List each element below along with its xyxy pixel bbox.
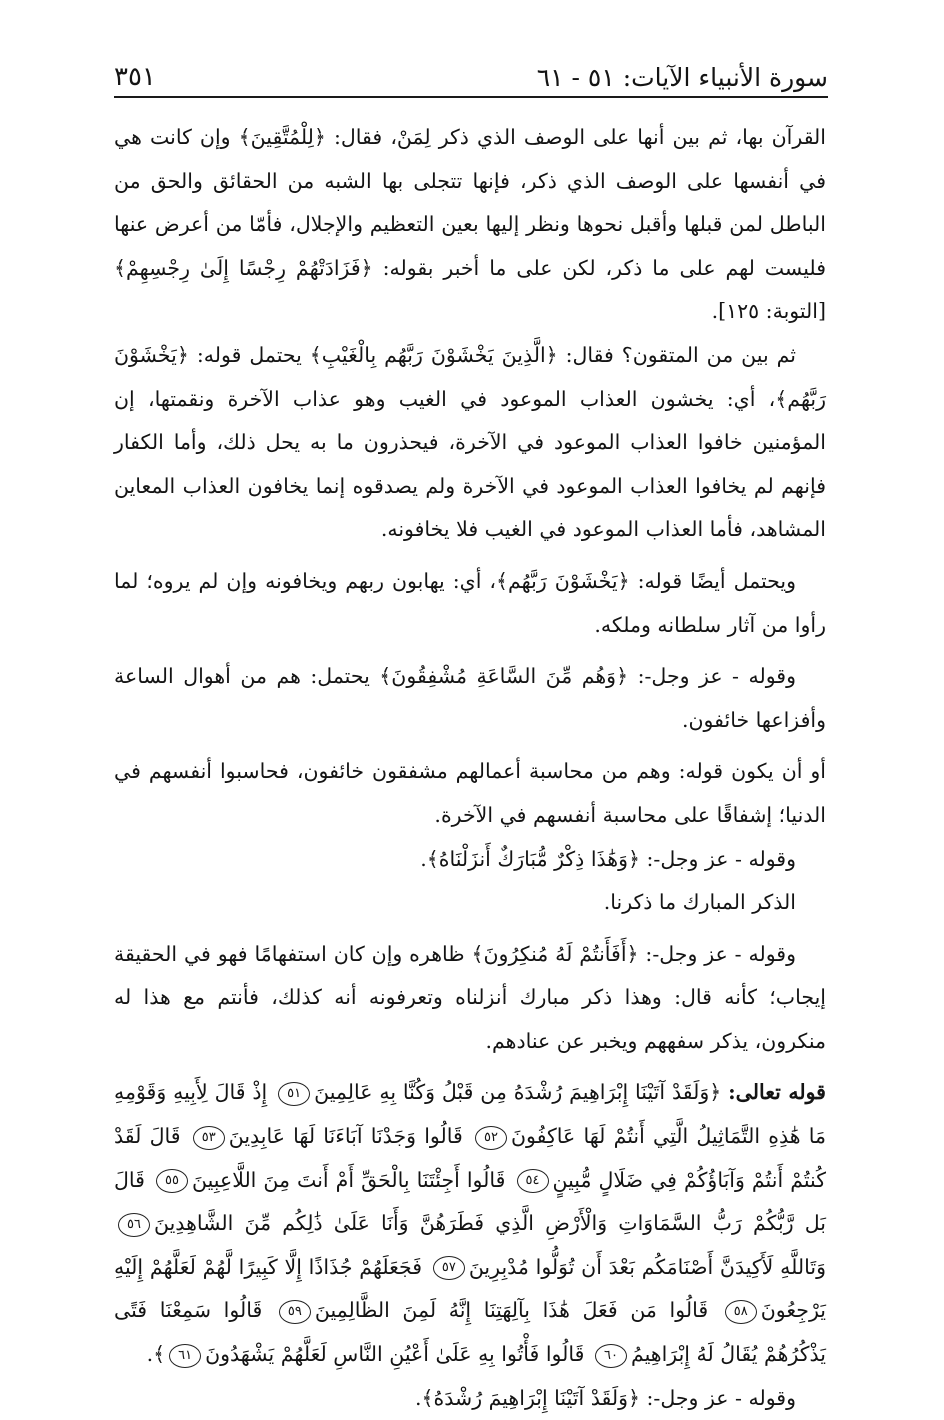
paragraph: ويحتمل أيضًا قوله: ﴿يَخْشَوْنَ رَبَّهُم﴾، أي: يهابون ربهم ويخافونه وإن لم يروه؛ لما رأوا من آثار سلطانه وملكه.	[114, 568, 826, 637]
paragraph: ثم بين من المتقون؟ فقال: ﴿الَّذِينَ يَخْشَوْنَ رَبَّهُم بِالْغَيْبِ﴾ يحتمل قوله: ﴿يَخْشَوْنَ رَبَّهُم﴾، أي: يخشون العذاب الموعود في الغيب وهو عذاب الآخرة ونقمتها، إن المؤمنين خافوا العذاب الموعود في الآخرة، فيحذرون ما به يحل ذلك، وأما الكفار فإنهم لم يخافوا العذاب الموعود في الآخرة ولم يصدقوه إنما يخافون العذاب المعاين المشاهد، فأما العذاب الموعود في الغيب فلا يخافونه.	[114, 342, 826, 542]
quran-verses-block	[114, 1071, 826, 1376]
verses-lead: قوله تعالى:	[728, 1080, 826, 1105]
paragraph: وقوله - عز وجل-: ﴿أَفَأَنتُمْ لَهُ مُنكِرُونَ﴾ ظاهره وإن كان استفهامًا فهو في الحقيقة إيجاب؛ كأنه قال: وهذا ذكر مبارك أنزلناه وتعرفونه أنه كذلك، فأنتم مع هذا له منكرون، يذكر سفههم ويخبر عن عنادهم.	[114, 941, 826, 1053]
page-number: ٣٥١	[114, 62, 156, 92]
verse-number-marker: ٦١	[169, 1344, 201, 1368]
verse-number-marker: ٦٠	[595, 1344, 627, 1368]
paragraph: القرآن بها، ثم بين أنها على الوصف الذي ذكر لِمَنْ، فقال: ﴿لِلْمُتَّقِينَ﴾ وإن كانت هي في أنفسها على الوصف الذي ذكر، فإنها تتجلى بها الشبه من الحقائق والحق من الباطل لمن قبلها وأقبل نحوها ونظر إليها بعين التعظيم والإجلال، فأمّا من أعرض عنها فليست لهم على ما ذكر، لكن على ما أخبر بقوله: ﴿فَزَادَتْهُمْ رِجْسًا إِلَىٰ رِجْسِهِمْ﴾ [التوبة: ١٢٥].	[114, 125, 826, 324]
paragraph: وقوله - عز وجل-: ﴿وَهُم مِّنَ السَّاعَةِ مُشْفِقُونَ﴾ يحتمل: هم من أهوال الساعة وأفزاعها خائفون.	[114, 664, 826, 732]
verse-number-marker: ٥٦	[118, 1213, 150, 1237]
page-header	[114, 58, 828, 98]
verse-text: وَتَاللَّهِ لَأَكِيدَنَّ أَصْنَامَكُم بَعْدَ أَن تُوَلُّوا مُدْبِرِينَ	[468, 1254, 826, 1279]
verse-text: قَالَ لَقَدْ كُنتُمْ أَنتُمْ وَآبَاؤُكُمْ فِي ضَلَالٍ مُّبِينٍ	[114, 1124, 826, 1192]
verse-text: قَالُوا فَأْتُوا بِهِ عَلَىٰ أَعْيُنِ النَّاسِ لَعَلَّهُمْ يَشْهَدُونَ	[205, 1342, 585, 1367]
verse-text: ﴿وَلَقَدْ آتَيْنَا إِبْرَاهِيمَ رُشْدَهُ مِن قَبْلُ وَكُنَّا بِهِ عَالِمِينَ	[314, 1080, 722, 1105]
verse-number-marker: ٥٢	[475, 1126, 507, 1150]
verse-text: إِذْ قَالَ لِأَبِيهِ وَقَوْمِهِ مَا هَٰذِهِ التَّمَاثِيلُ الَّتِي أَنتُمْ لَهَا عَاكِفُونَ	[114, 1080, 826, 1149]
verse-number-marker: ٥٨	[725, 1300, 757, 1324]
verse-number-marker: ٥١	[278, 1082, 310, 1106]
verse-text: قَالُوا أَجِئْتَنَا بِالْحَقِّ أَمْ أَنتَ مِنَ اللَّاعِبِينَ	[192, 1167, 506, 1192]
page-body	[114, 116, 826, 1420]
verse-text: قَالُوا مَن فَعَلَ هَٰذَا بِآلِهَتِنَا إِنَّهُ لَمِنَ الظَّالِمِينَ	[314, 1298, 709, 1323]
verse-text: قَالُوا وَجَدْنَا آبَاءَنَا لَهَا عَابِدِينَ	[228, 1124, 463, 1149]
running-title: سورة الأنبياء الآيات: ٥١ - ٦١	[536, 62, 828, 92]
verse-number-marker: ٥٧	[433, 1256, 465, 1280]
verse-number-marker: ٥٤	[517, 1169, 549, 1193]
paragraph: الذكر المبارك ما ذكرنا.	[603, 890, 796, 915]
closing-paragraph: وقوله - عز وجل-: ﴿وَلَقَدْ آتَيْنَا إِبْرَاهِيمَ رُشْدَهُ﴾.	[414, 1385, 796, 1410]
verse-text: قَالَ بَل رَّبُّكُمْ رَبُّ السَّمَاوَاتِ وَالْأَرْضِ الَّذِي فَطَرَهُنَّ وَأَنَا عَلَىٰ ذَٰلِكُم مِّنَ الشَّاهِدِينَ	[114, 1167, 826, 1236]
verse-text: قَالُوا سَمِعْنَا فَتًى يَذْكُرُهُمْ يُقَالُ لَهُ إِبْرَاهِيمُ	[114, 1298, 826, 1367]
paragraph: وقوله - عز وجل-: ﴿وَهَٰذَا ذِكْرٌ مُّبَارَكٌ أَنزَلْنَاهُ﴾.	[420, 846, 796, 871]
verse-number-marker: ٥٣	[193, 1126, 225, 1150]
paragraph: أو أن يكون قوله: وهم من محاسبة أعمالهم مشفقون خائفون، فحاسبوا أنفسهم في الدنيا؛ إشفاقًا على محاسبة أنفسهم في الآخرة.	[114, 759, 826, 827]
verse-text: فَجَعَلَهُمْ جُذَاذًا إِلَّا كَبِيرًا لَّهُمْ لَعَلَّهُمْ إِلَيْهِ يَرْجِعُونَ	[114, 1254, 826, 1323]
verse-number-marker: ٥٥	[156, 1169, 188, 1193]
verse-number-marker: ٥٩	[279, 1300, 311, 1324]
verses-close: ﴾.	[146, 1342, 166, 1367]
